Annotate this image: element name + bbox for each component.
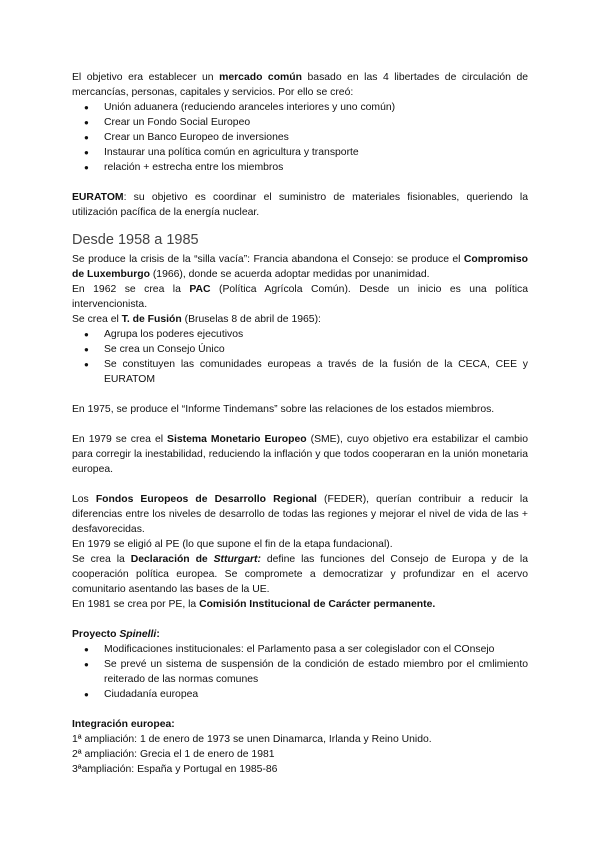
section-heading: Desde 1958 a 1985: [72, 232, 199, 248]
list-item: ● Ciudadanía europea: [104, 687, 528, 702]
list-item: ● Se constituyen las comunidades europeas a través de la fusión de la CECA, CEE y EURATOM: [104, 357, 528, 387]
pac-paragraph: En 1962 se crea la PAC (Política Agrícola Común). Desde un inicio es una política intervencionista.: [72, 284, 528, 310]
list-item: ● Se crea un Consejo Único: [104, 342, 528, 357]
list-item: ● relación + estrecha entre los miembros: [104, 160, 528, 175]
ampliacion-line: 3ªampliación: España y Portugal en 1985-86: [72, 764, 278, 775]
list-item: ● Modificaciones institucionales: el Parlamento pasa a ser colegislador con el COnsejo: [104, 642, 528, 657]
list-item: ● Unión aduanera (reduciendo aranceles interiores y uno común): [104, 100, 528, 115]
sme-paragraph: En 1979 se crea el Sistema Monetario Europeo (SME), cuyo objetivo era estabilizar el cambio para corregir la inestabilidad, reduciendo la inflación y que todos cooperaran en la unión monetaria europea.: [72, 434, 528, 475]
fusion-bullet-list: [72, 327, 528, 387]
integracion-title: Integración europea:: [72, 719, 175, 730]
list-item: ● Crear un Banco Europeo de inversiones: [104, 130, 528, 145]
ampliacion-line: 2ª ampliación: Grecia el 1 de enero de 1981: [72, 749, 275, 760]
silla-vacia-paragraph: Se produce la crisis de la “silla vacía”: Francia abandona el Consejo: se produce el Compromiso de Luxemburgo (1966), donde se acuerda adoptar medidas por unanimidad.: [72, 254, 528, 280]
ampliacion-line: 1ª ampliación: 1 de enero de 1973 se unen Dinamarca, Irlanda y Reino Unido.: [72, 734, 432, 745]
document-page: [72, 70, 528, 777]
list-item: ● Agrupa los poderes ejecutivos: [104, 327, 528, 342]
euratom-paragraph: EURATOM: su objetivo es coordinar el suministro de materiales fisionables, queriendo la utilización pacífica de la energía nuclear.: [72, 192, 528, 218]
fusion-paragraph: Se crea el T. de Fusión (Bruselas 8 de abril de 1965):: [72, 314, 321, 325]
comision-paragraph: En 1981 se crea por PE, la Comisión Institucional de Carácter permanente.: [72, 599, 436, 610]
list-item: ● Se prevé un sistema de suspensión de la condición de estado miembro por el cmlimiento reiterado de las normas comunes: [104, 657, 528, 687]
list-item: ● Instaurar una política común en agricultura y transporte: [104, 145, 528, 160]
spinelli-title: Proyecto Spinelli:: [72, 629, 160, 640]
tindemans-paragraph: En 1975, se produce el “Informe Tindemans” sobre las relaciones de los estados miembros.: [72, 404, 495, 415]
stuttgart-paragraph: Se crea la Declaración de Stturgart: define las funciones del Consejo de Europa y de la cooperación política europea. Se compromete a democratizar y profundizar en el acervo comunitario asentando las bases de la UE.: [72, 554, 529, 595]
intro-bullet-list: [72, 100, 528, 175]
spinelli-bullet-list: [72, 642, 528, 702]
list-item: ● Crear un Fondo Social Europeo: [104, 115, 528, 130]
pe-paragraph: En 1979 se eligió al PE (lo que supone el fin de la etapa fundacional).: [72, 539, 393, 550]
feder-paragraph: Los Fondos Europeos de Desarrollo Regional (FEDER), querían contribuir a reducir la diferencias entre los niveles de desarrollo de todas las regiones y mejorar el nivel de vida de las + desfavorecidas.: [72, 494, 528, 535]
intro-paragraph: El objetivo era establecer un mercado común basado en las 4 libertades de circulación de mercancías, personas, capitales y servicios. Por ello se creó:: [72, 72, 529, 98]
